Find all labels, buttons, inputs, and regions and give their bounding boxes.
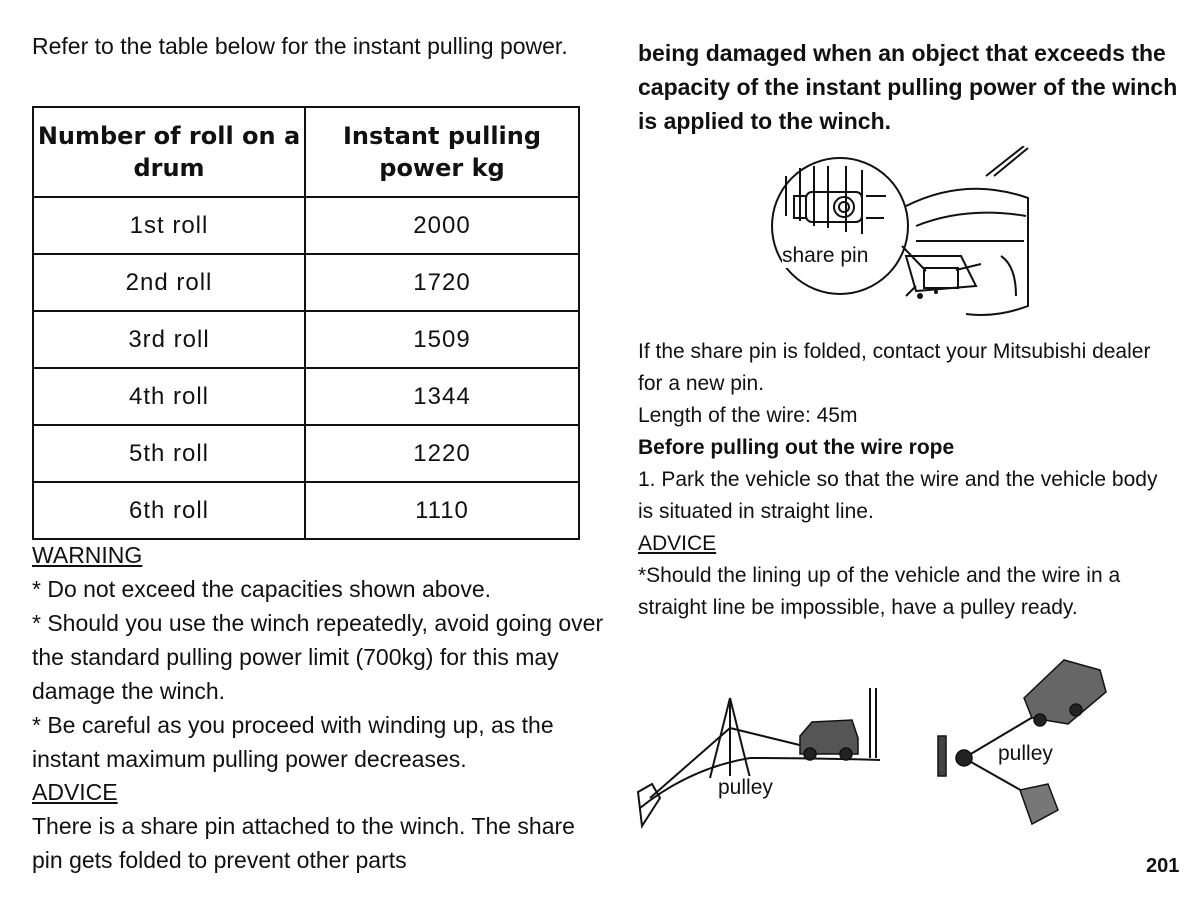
advice-text-left: There is a share pin attached to the winch. The share pin gets folded to prevent other parts — [32, 813, 575, 873]
table-cell-roll: 3rd roll — [33, 311, 305, 368]
pulley-top-drawing — [928, 640, 1128, 840]
pulley-label-1: pulley — [718, 776, 773, 799]
table-cell-roll: 2nd roll — [33, 254, 305, 311]
winch-share-pin-drawing — [766, 146, 1036, 326]
pulley-illustration-top — [928, 640, 1128, 840]
table-cell-power: 1220 — [305, 425, 579, 482]
advice-title-right: ADVICE — [638, 532, 717, 555]
warning-list — [32, 572, 612, 776]
table-row — [33, 482, 579, 539]
table-row — [33, 254, 579, 311]
table-header-row — [33, 107, 579, 197]
table-row — [33, 368, 579, 425]
table-cell-roll: 1st roll — [33, 197, 305, 254]
intro-text: Refer to the table below for the instant pulling power. — [32, 33, 568, 59]
table-cell-roll: 5th roll — [33, 425, 305, 482]
folded-pin-text: If the share pin is folded, contact your Mitsubishi dealer for a new pin. — [638, 340, 1151, 395]
before-pulling-heading: Before pulling out the wire rope — [638, 436, 955, 459]
wire-length-text: Length of the wire: 45m — [638, 404, 858, 427]
share-pin-illustration — [766, 146, 1036, 326]
table-cell-power: 1720 — [305, 254, 579, 311]
warning-item: * Should you use the winch repeatedly, avoid going over the standard pulling power limit (700kg) for this may damage the winch. — [32, 610, 604, 704]
page-number: 201 — [1146, 855, 1180, 877]
pulley-side-drawing — [630, 688, 890, 838]
advice-text-right: *Should the lining up of the vehicle and the wire in a straight line be impossible, have a pulley ready. — [638, 564, 1121, 619]
pulley-label-2: pulley — [998, 742, 1053, 765]
table-row — [33, 425, 579, 482]
warning-title: WARNING — [32, 542, 143, 568]
table-row — [33, 311, 579, 368]
table-header-roll: Number of roll on a drum — [33, 107, 305, 197]
table-header-power: Instant pulling power kg — [305, 107, 579, 197]
pulley-illustration-side — [630, 688, 890, 838]
table-cell-power: 1509 — [305, 311, 579, 368]
table-cell-power: 2000 — [305, 197, 579, 254]
advice-title-left: ADVICE — [32, 779, 118, 805]
pulling-power-table — [32, 106, 580, 540]
right-body — [638, 336, 1178, 624]
share-pin-label: share pin — [782, 244, 869, 267]
continued-text: being damaged when an object that exceeds the capacity of the instant pulling power of the winch is applied to the winch. — [638, 40, 1178, 134]
table-row — [33, 197, 579, 254]
table-cell-power: 1110 — [305, 482, 579, 539]
warning-item: * Be careful as you proceed with winding up, as the instant maximum pulling power decreases. — [32, 712, 554, 772]
warning-item: * Do not exceed the capacities shown above. — [32, 576, 492, 602]
table-cell-roll: 4th roll — [33, 368, 305, 425]
table-cell-power: 1344 — [305, 368, 579, 425]
table-cell-roll: 6th roll — [33, 482, 305, 539]
step-1-text: 1. Park the vehicle so that the wire and the vehicle body is situated in straight line. — [638, 468, 1158, 523]
